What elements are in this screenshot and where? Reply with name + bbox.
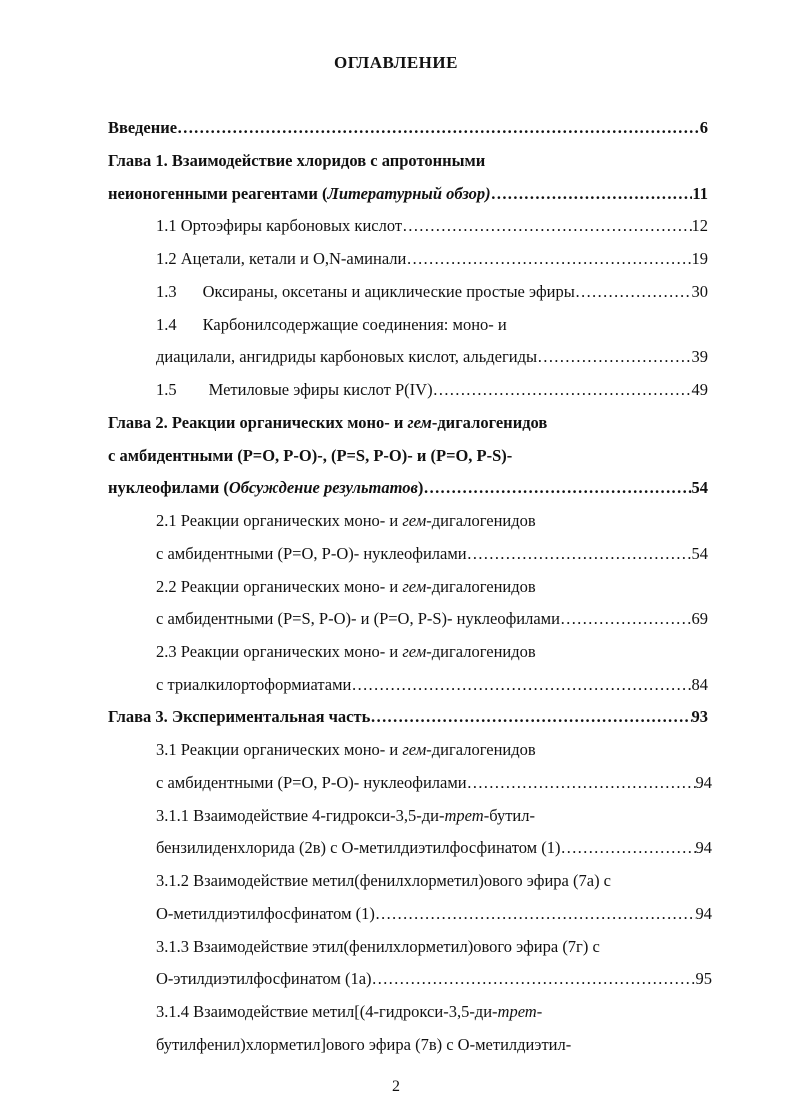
toc-entry-1-4: диацилали, ангидриды карбоновых кислот, альдегиды …………………………………………………………………………………………………………………………………………………………………………… 39 xyxy=(156,346,708,368)
toc-entry-3-1-4-line-1: 3.1.4 Взаимодействие метил[(4-гидрокси-3,5-ди-трет- xyxy=(156,1002,543,1021)
toc-entry-3-1-3-line-1: 3.1.3 Взаимодействие этил(фенилхлорметил)ового эфира (7г) с xyxy=(156,937,600,956)
toc-entry-3-1-2: О-метилдиэтилфосфинатом (1) …………………………………………………………………………………………………………………………………………………………………………… 94 xyxy=(156,903,712,925)
toc-entry-3-1: с амбидентными (P=O, P-O)- нуклеофилами …………………………………………………………………………………………………………………………………………………………………………… 94 xyxy=(156,772,712,794)
toc-entry-2-3-line-1: 2.3 Реакции органических моно- и гем-дигалогенидов xyxy=(156,642,536,661)
toc-entry-chapter-3: Глава 3. Экспериментальная часть …………………………………………………………………………………………………………………………………………………………………………… 93 xyxy=(108,706,708,728)
toc-entry-2-1-line-1: 2.1 Реакции органических моно- и гем-дигалогенидов xyxy=(156,511,536,530)
toc-entry-intro: Введение …………………………………………………………………………………………………………………………………………………………………………… 6 xyxy=(108,117,708,139)
toc-page-number: 12 xyxy=(691,216,708,235)
toc-entry-1-3: 1.3 Оксираны, оксетаны и ациклические простые эфиры …………………………………………………………………………………………………………………………………………………………………………… 30 xyxy=(156,281,708,303)
toc-entry-3-1-1: бензилиденхлорида (2в) с О-метилдиэтилфосфинатом (1) …………………………………………………………………………………………………………………………………………………………………………… 94 xyxy=(156,837,712,859)
toc-entry-1-1: 1.1 Ортоэфиры карбоновых кислот …………………………………………………………………………………………………………………………………………………………………………… 12 xyxy=(156,215,708,237)
toc-entry-2-3: с триалкилортоформиатами …………………………………………………………………………………………………………………………………………………………………………… 84 xyxy=(156,674,708,696)
toc-entry-3-1-4-line-2: бутилфенил)хлорметил]ового эфира (7в) с О-метилдиэтил- xyxy=(156,1035,572,1054)
toc-page-number: 94 xyxy=(695,773,712,792)
toc-entry-3-1-2-line-1: 3.1.2 Взаимодействие метил(фенилхлорметил)ового эфира (7а) с xyxy=(156,871,612,890)
toc-page-number: 19 xyxy=(691,249,708,268)
toc-page-number: 93 xyxy=(691,707,708,726)
toc-page-number: 94 xyxy=(695,904,712,923)
toc-page-number: 54 xyxy=(691,544,708,563)
toc-entry-3-1-1-line-1: 3.1.1 Взаимодействие 4-гидрокси-3,5-ди-трет-бутил- xyxy=(156,806,535,825)
toc-entry-3-1-line-1: 3.1 Реакции органических моно- и гем-дигалогенидов xyxy=(156,740,536,759)
toc-entry-1-2: 1.2 Ацетали, кетали и O,N-аминали …………………………………………………………………………………………………………………………………………………………………………… 19 xyxy=(156,248,708,270)
toc-entry-1-5: 1.5 Метиловые эфиры кислот P(IV) …………………………………………………………………………………………………………………………………………………………………………… 49 xyxy=(156,379,708,401)
toc-entry-chapter-2: нуклеофилами (Обсуждение результатов) …………………………………………………………………………………………………………………………………………………………………………… 54 xyxy=(108,477,708,499)
toc-entry-chapter-2-line-2: с амбидентными (P=O, P-O)-, (P=S, P-O)- и (P=O, P-S)- xyxy=(108,446,513,465)
toc-page-number: 49 xyxy=(691,380,708,399)
toc-page-number: 39 xyxy=(691,347,708,366)
toc-page-number: 6 xyxy=(699,118,708,137)
toc-entry-3-1-3: О-этилдиэтилфосфинатом (1а) …………………………………………………………………………………………………………………………………………………………………………… 95 xyxy=(156,968,712,990)
toc-entry-chapter-1-line-1: Глава 1. Взаимодействие хлоридов с апротонными xyxy=(108,151,486,170)
toc-page-number: 94 xyxy=(695,838,712,857)
toc-page-number: 30 xyxy=(691,282,708,301)
toc-entry-2-2-line-1: 2.2 Реакции органических моно- и гем-дигалогенидов xyxy=(156,577,536,596)
page-title: ОГЛАВЛЕНИЕ xyxy=(334,53,458,72)
toc-page-number: 11 xyxy=(692,184,708,203)
toc-entry-1-4-line-1: 1.4 Карбонилсодержащие соединения: моно- и xyxy=(156,315,507,334)
page-number: 2 xyxy=(392,1078,400,1095)
toc-entry-2-1: с амбидентными (P=O, P-O)- нуклеофилами …………………………………………………………………………………………………………………………………………………………………………… 54 xyxy=(156,543,708,565)
toc-page-number: 54 xyxy=(691,478,708,497)
toc-page-number: 69 xyxy=(691,609,708,628)
toc-entry-2-2: с амбидентными (P=S, P-O)- и (P=O, P-S)- нуклеофилами …………………………………………………………………………………………………………………………………………………………………………… 69 xyxy=(156,608,708,630)
toc-entry-chapter-2-line-1: Глава 2. Реакции органических моно- и гем-дигалогенидов xyxy=(108,413,548,432)
toc-entry-chapter-1: неионогенными реагентами (Литературный обзор) …………………………………………………………………………………………………………………………………………………………………………… 11 xyxy=(108,183,708,205)
toc-page-number: 84 xyxy=(691,675,708,694)
toc-page-number: 95 xyxy=(695,969,712,988)
